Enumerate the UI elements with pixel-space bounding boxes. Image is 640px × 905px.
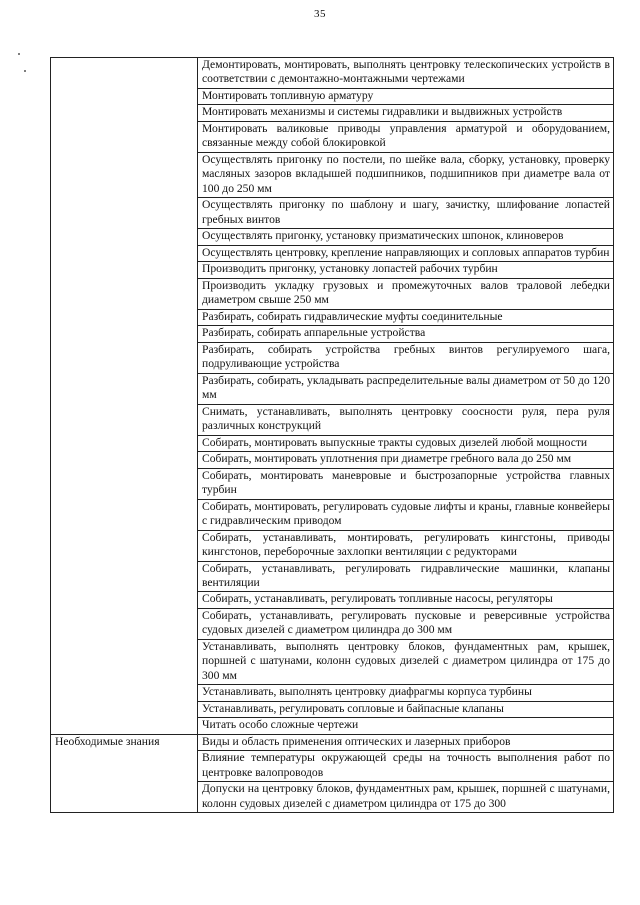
skill-item-cell: Собирать, монтировать уплотнения при диаметре гребного вала до 250 мм: [198, 452, 614, 468]
skill-item-cell: Осуществлять пригонку по шаблону и шагу, зачистку, шлифование лопастей гребных винтов: [198, 198, 614, 229]
skill-item-cell: Собирать, монтировать, регулировать судовые лифты и краны, главные конвейеры с гидравлическим приводом: [198, 499, 614, 530]
skill-item-cell: Читать особо сложные чертежи: [198, 718, 614, 734]
skill-item-cell: Разбирать, собирать, укладывать распределительные валы диаметром от 50 до 120 мм: [198, 373, 614, 404]
skill-item-cell: Производить пригонку, установку лопастей рабочих турбин: [198, 262, 614, 278]
skill-item-cell: Производить укладку грузовых и промежуточных валов траловой лебедки диаметром свыше 250 мм: [198, 278, 614, 309]
skill-item-cell: Разбирать, собирать гидравлические муфты соединительные: [198, 309, 614, 325]
knowledge-item-cell: Допуски на центровку блоков, фундаментных рам, крышек, поршней с шатунами, колонн судовых дизелей с диаметром цилиндра от 175 до 300: [198, 782, 614, 813]
skill-item-cell: Осуществлять центровку, крепление направляющих и сопловых аппаратов турбин: [198, 245, 614, 261]
section-label-knowledge: Необходимые знания: [51, 734, 198, 812]
skill-item-cell: Снимать, устанавливать, выполнять центровку соосности руля, пера руля различных конструкций: [198, 404, 614, 435]
section-label-cell-empty: [51, 58, 198, 735]
skill-item-cell: Устанавливать, регулировать сопловые и байпасные клапаны: [198, 701, 614, 717]
page-number: 35: [314, 8, 326, 20]
skill-item-cell: Собирать, монтировать выпускные тракты судовых дизелей любой мощности: [198, 435, 614, 451]
skill-item-cell: Собирать, устанавливать, регулировать гидравлические машинки, клапаны вентиляции: [198, 561, 614, 592]
knowledge-item-cell: Влияние температуры окружающей среды на точность выполнения работ по центровке валопроводов: [198, 751, 614, 782]
skill-item-cell: Собирать, монтировать маневровые и быстрозапорные устройства главных турбин: [198, 468, 614, 499]
skill-item-cell: Разбирать, собирать аппарельные устройства: [198, 326, 614, 342]
knowledge-item-cell: Виды и область применения оптических и лазерных приборов: [198, 734, 614, 750]
skill-item-cell: Монтировать топливную арматуру: [198, 88, 614, 104]
skill-item-cell: Устанавливать, выполнять центровку диафрагмы корпуса турбины: [198, 685, 614, 701]
skill-item-cell: Осуществлять пригонку по постели, по шейке вала, сборку, установку, проверку масляных зазоров вкладышей подшипников, подшипников при диаметре вала от 100 до 250 мм: [198, 152, 614, 197]
skill-item-cell: Устанавливать, выполнять центровку блоков, фундаментных рам, крышек, поршней с шатунами, колонн судовых дизелей с диаметром цилиндра от 175 до 300 мм: [198, 639, 614, 684]
skill-item-cell: Осуществлять пригонку, установку призматических шпонок, клиноверов: [198, 229, 614, 245]
skill-item-cell: Собирать, устанавливать, монтировать, регулировать кингстоны, приводы кингстонов, переборочные захлопки вентиляции с редукторами: [198, 530, 614, 561]
skill-item-cell: Собирать, устанавливать, регулировать пусковые и реверсивные устройства судовых дизелей с диаметром цилиндра до 300 мм: [198, 608, 614, 639]
competency-table: [50, 57, 614, 813]
skill-item-cell: Монтировать валиковые приводы управления арматурой и оборудованием, связанные между собой блокировкой: [198, 121, 614, 152]
table-row: [51, 734, 614, 750]
skill-item-cell: Демонтировать, монтировать, выполнять центровку телескопических устройств в соответствии с демонтажно-монтажными чертежами: [198, 58, 614, 89]
skill-item-cell: Монтировать механизмы и системы гидравлики и выдвижных устройств: [198, 105, 614, 121]
scan-speck: [24, 70, 26, 72]
scan-speck: [18, 53, 20, 55]
table-row: [51, 58, 614, 89]
skill-item-cell: Разбирать, собирать устройства гребных винтов регулируемого шага, подруливающие устройства: [198, 342, 614, 373]
competency-table-body: [51, 58, 614, 813]
skill-item-cell: Собирать, устанавливать, регулировать топливные насосы, регуляторы: [198, 592, 614, 608]
